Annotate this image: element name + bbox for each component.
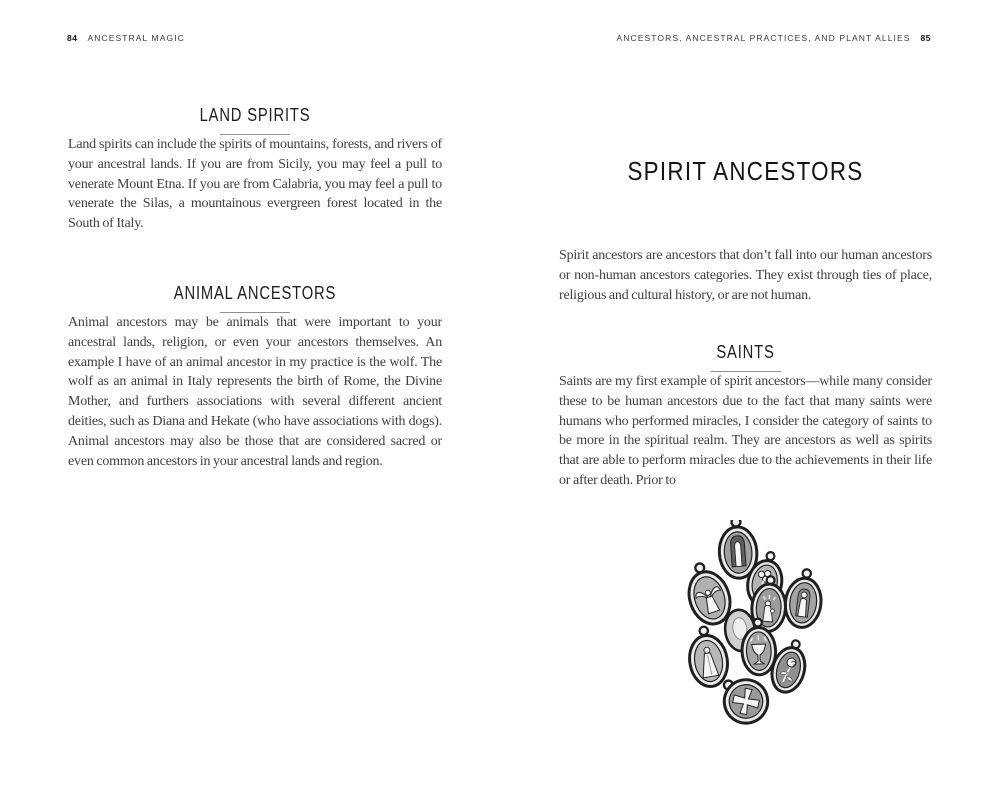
illustration-block [559,520,932,737]
section-body: Saints are my first example of spirit ancestors—while many consider these to be human ancestors due to the fact that many saints were humans who performed miracles, I consider the category of saints to be more in the spiritual realm. They are ancestors as well as spirits that are able to perform miracles due to the achievements in their life or after death. Prior to [559,374,932,488]
section-animal-ancestors [68,284,442,471]
running-header-left-title: ANCESTRAL MAGIC [87,33,185,43]
section-heading: SAINTS [716,342,775,362]
section-body: Land spirits can include the spirits of mountains, forests, and rivers of your ancestral lands. If you are from Sicily, you may feel a pull to venerate Mount Etna. If you are from Calabria, you may feel a pull to venerate the Silas, a mountainous evergreen forest located in the South of Italy. [68,137,442,232]
chapter-intro: Spirit ancestors are ancestors that don’t fall into our human ancestors or non-human ancestors categories. They exist through ties of place, religious and cultural history, or are not human. [559,248,932,303]
medal-robed-saint-right [782,567,824,629]
running-head-right [617,33,932,43]
chapter-intro-block [559,246,932,305]
page-number-right: 85 [920,33,931,43]
section-body: Animal ancestors may be animals that were important to your ancestral lands, religion, or even your ancestors themselves. An example I have of an animal ancestor in my practice is the wolf. The wolf as an animal in Italy represents the birth of Rome, the Divine Mother, and furthers associations with several different ancient deities, such as Diana and Hekate (who have associations with dogs). Animal ancestors may also be those that are considered sacred or even common ancestors in your ancestral lands and region. [68,315,442,469]
page-number-left: 84 [67,33,78,43]
section-heading: LAND SPIRITS [199,105,311,125]
section-land-spirits [68,106,442,234]
saint-medals-illustration [559,520,932,737]
running-head-left [67,33,185,43]
chapter-title: SPIRIT ANCESTORS [627,156,864,186]
chapter-title-block [559,156,932,186]
medal-cross [719,673,771,727]
section-heading: ANIMAL ANCESTORS [173,283,337,303]
running-header-right-title: ANCESTORS, ANCESTRAL PRACTICES, AND PLANT ALLIES [616,33,911,43]
medal-robed-saint-left [684,624,730,689]
section-saints [559,343,932,491]
